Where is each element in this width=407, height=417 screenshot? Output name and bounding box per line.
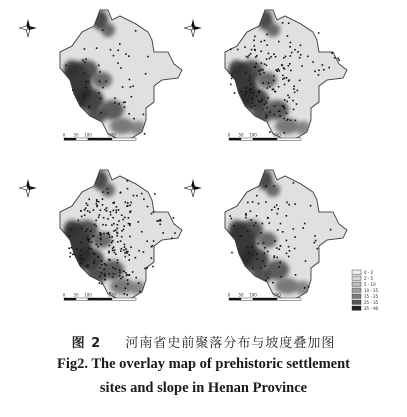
legend-swatch (352, 270, 361, 274)
legend-swatch (352, 282, 361, 286)
north-arrow-icon (19, 19, 37, 37)
map-panel-1 (19, 10, 182, 140)
north-arrow-icon (184, 19, 202, 37)
map-panel-2 (184, 10, 347, 140)
scale-tick-label: 200 (273, 292, 281, 298)
legend-class-label: 15 - 25 (364, 294, 379, 299)
scale-tick-label: 50 (238, 132, 244, 138)
caption-chinese (0, 332, 407, 351)
legend-swatch (352, 300, 361, 304)
scale-tick-label: 50 (73, 292, 79, 298)
scale-tick-label: 50 (73, 132, 79, 138)
legend-swatch (352, 294, 361, 298)
north-arrow-icon (19, 179, 37, 197)
caption-zh-number: 图 2 (71, 336, 102, 351)
scale-tick-label: 200 (108, 132, 116, 138)
legend-class-label: 5 - 10 (364, 282, 376, 287)
scale-tick-label: 100 (249, 292, 257, 298)
scale-tick-label: 0 (62, 132, 66, 138)
scale-tick-label: 200 (273, 132, 281, 138)
slope-legend (352, 270, 379, 311)
map-panel-3 (19, 170, 182, 300)
north-arrow-icon (184, 179, 202, 197)
legend-class-label: 25 - 35 (364, 300, 379, 305)
scale-tick-label: 50 (238, 292, 244, 298)
caption-english-line-2: sites and slope in Henan Province (99, 380, 308, 396)
scale-tick-label: 0 (227, 132, 231, 138)
legend-class-label: 2 - 5 (364, 276, 374, 281)
scale-tick-label: 100 (249, 132, 257, 138)
map-panel-4 (184, 170, 347, 300)
caption-english-line-1: Fig2. The overlay map of prehistoric settlement (56, 356, 351, 372)
scale-tick-label: 100 (84, 132, 92, 138)
scale-tick-label: 0 (62, 292, 66, 298)
caption-zh-title: 河南省史前聚落分布与坡度叠加图 (125, 336, 336, 351)
legend-class-label: 10 - 15 (364, 288, 379, 293)
scale-tick-label: 100 (84, 292, 92, 298)
legend-class-label: 0 - 2 (364, 270, 374, 275)
legend-swatch (352, 288, 361, 292)
scale-tick-label: 200 (108, 292, 116, 298)
legend-swatch (352, 276, 361, 280)
legend-class-label: 35 - 90 (364, 306, 379, 311)
scale-tick-label: 0 (227, 292, 231, 298)
legend-swatch (352, 306, 361, 310)
